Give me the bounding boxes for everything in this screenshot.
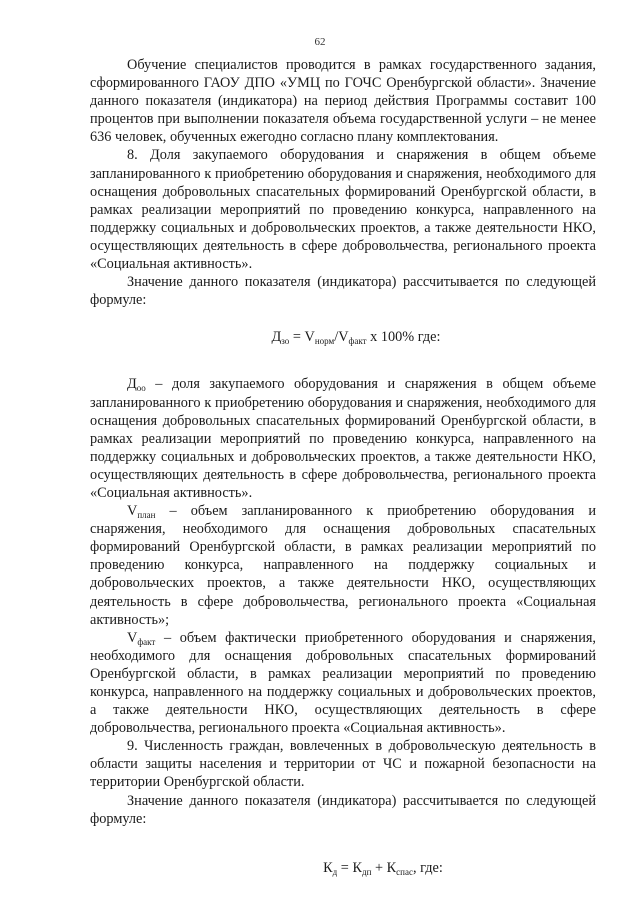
symbol-d: Д: [127, 376, 137, 393]
paragraph-training: Обучение специалистов проводится в рамках государственного задания, сформированного ГАОУ ДПО «УМЦ по ГОЧС Оренбургской области». Значение данного показателя (индикатора) на период действия Программы составит 100 процентов при выполнении показателя объема государственной услуги – не менее 636 человек, обученных ежегодно согласно плану комплектования.: [90, 57, 596, 146]
symbol-v: V: [127, 629, 138, 646]
symbol-d: Д: [271, 329, 282, 346]
subscript-d: д: [332, 866, 338, 877]
formula-tail: x 100% где:: [366, 329, 441, 346]
formula-equals: =: [337, 859, 353, 876]
symbol-v: V: [338, 329, 349, 346]
formula-plus: +: [371, 859, 387, 876]
subscript-dp: дп: [362, 866, 372, 877]
symbol-v: V: [127, 503, 138, 520]
subscript-zo: зо: [281, 336, 290, 347]
document-body: [90, 56, 596, 877]
subscript-spas: спас: [396, 866, 413, 877]
page-number: 62: [314, 36, 326, 48]
subscript-norm: норм: [314, 336, 335, 347]
formula-equals: =: [289, 329, 305, 346]
formula-tail: , где:: [412, 859, 443, 876]
formula-equipment-share: [90, 328, 596, 346]
paragraph-formula-intro-2: Значение данного показателя (индикатора) рассчитывается по следующей формуле:: [90, 792, 596, 827]
paragraph-def-v-plan: [90, 502, 596, 629]
subscript-plan: план: [137, 510, 156, 521]
paragraph-def-v-fact: [90, 629, 596, 738]
def-v-fact-text: – объем фактически приобретенного оборудования и снаряжения, необходимого для оснащения добровольных спасательных формирований Оренбургской области, в рамках реализации мероприятий по проведению конкурса, направленного на поддержку социальных и добровольческих проектов, а также деятельности НКО, осуществляющих деятельность в сфере добровольчества, регионального проекта «Социальная активность».: [90, 629, 596, 737]
formula-volunteer-count: [90, 859, 596, 877]
paragraph-indicator-8: 8. Доля закупаемого оборудования и снаряжения в общем объеме запланированного к приобретению оборудования и снаряжения, необходимого для оснащения добровольных спасательных формирований Оренбургской области, в рамках реализации мероприятий по проведению конкурса, направленного на поддержку социальных и добровольческих проектов, а также деятельности НКО, осуществляющих деятельность в сфере добровольчества, регионального проекта «Социальная активность».: [90, 147, 596, 273]
def-d-text: – доля закупаемого оборудования и снаряжения в общем объеме запланированного к приобретению оборудования и снаряжения, необходимого для оснащения добровольных спасательных формирований Оренбургской области, в рамках реализации мероприятий по проведению конкурса, направленного на поддержку социальных и добровольческих проектов, а также деятельности НКО, осуществляющих деятельность в сфере добровольчества, регионального проекта «Социальная активность».: [90, 376, 596, 501]
symbol-k: К: [323, 859, 333, 876]
paragraph-def-d: [90, 375, 596, 502]
subscript-oo: оо: [136, 383, 146, 394]
paragraph-formula-intro-1: Значение данного показателя (индикатора) рассчитывается по следующей формуле:: [90, 274, 596, 309]
subscript-fact: факт: [348, 336, 367, 347]
paragraph-indicator-9: 9. Численность граждан, вовлеченных в добровольческую деятельность в области защиты населения и территории от ЧС и пожарной безопасности на территории Оренбургской области.: [90, 738, 596, 791]
symbol-k: К: [352, 859, 362, 876]
symbol-k: К: [386, 859, 397, 876]
def-v-plan-text: – объем запланированного к приобретению оборудования и снаряжения, необходимого для оснащения добровольных спасательных формирований Оренбургской области, в рамках реализации мероприятий по проведению конкурса, направленного на поддержку социальных и добровольческих проектов, а также деятельности НКО, осуществляющих деятельность в сфере добровольчества, регионального проекта «Социальная активность»;: [90, 503, 596, 628]
subscript-fact: факт: [137, 636, 156, 647]
symbol-v: V: [304, 329, 315, 346]
formula-slash: /: [334, 329, 339, 346]
